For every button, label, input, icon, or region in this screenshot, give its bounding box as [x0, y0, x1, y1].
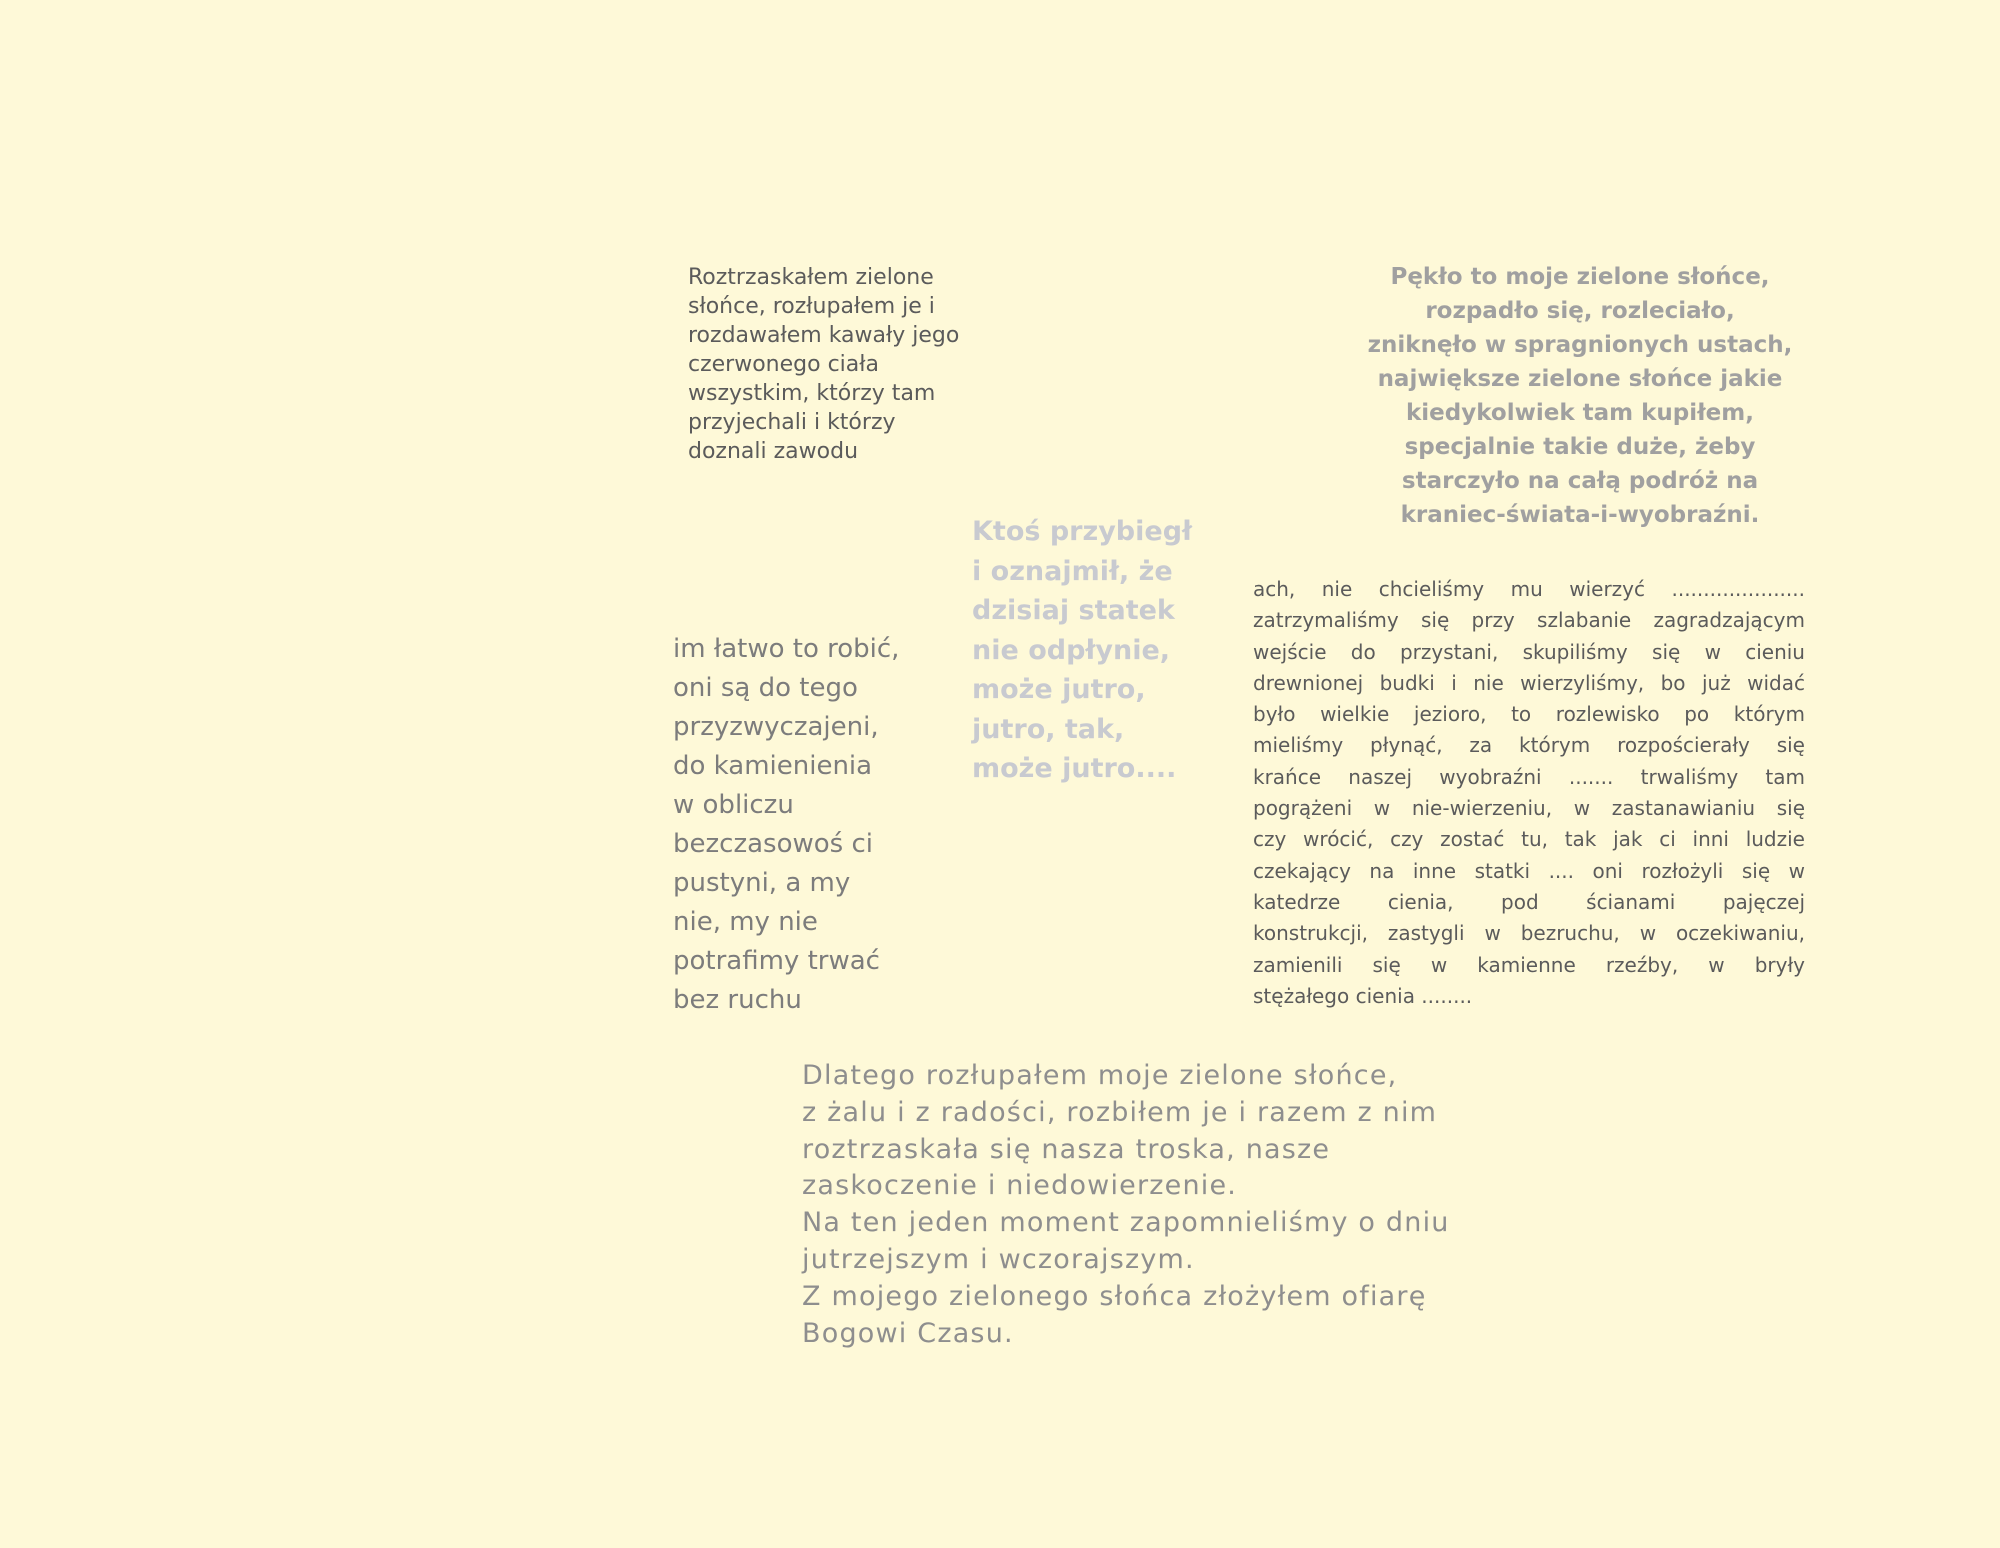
text-line: rozpadło się, rozleciało,: [1425, 298, 1735, 324]
text-line: Na ten jeden moment zapomnieliśmy o dniu: [802, 1207, 1450, 1239]
paragraph-disbelief: [1253, 574, 1805, 1012]
text-line: im łatwo to robić,: [673, 634, 900, 664]
text-line: rozdawałem kawały jego: [688, 323, 960, 348]
text-line: czy wrócić, czy zostać tu, tak jak ci inni ludzie: [1253, 827, 1805, 852]
text-line: krańce naszej wyobraźni ....... trwaliśmy tam: [1253, 764, 1805, 789]
text-line: zatrzymaliśmy się przy szlabanie zagradzającym: [1253, 608, 1805, 633]
text-line: czekający na inne statki .... oni rozłożyli się w: [1253, 858, 1805, 883]
text-line: Pękło to moje zielone słońce,: [1390, 264, 1770, 290]
text-line: bezczasowoś ci: [673, 829, 873, 859]
text-line: mieliśmy płynąć, za którym rozpościerały się: [1253, 733, 1805, 758]
text-line: bez ruchu: [673, 985, 802, 1015]
text-line: dzisiaj statek: [972, 595, 1175, 626]
text-line: stężałego cienia ........: [1253, 983, 1473, 1008]
text-line: konstrukcji, zastygli w bezruchu, w oczekiwaniu,: [1253, 921, 1805, 946]
text-line: czerwonego ciała: [688, 352, 879, 377]
text-line: wejście do przystani, skupiliśmy się w cieniu: [1253, 639, 1805, 664]
text-line: wszystkim, którzy tam: [688, 381, 936, 406]
text-line: do kamienienia: [673, 751, 873, 781]
text-line: Z mojego zielonego słońca złożyłem ofiarę: [802, 1280, 1427, 1312]
text-line: Ktoś przybiegł: [972, 516, 1193, 547]
text-line: przyzwyczajeni,: [673, 712, 879, 742]
text-line: zaskoczenie i niedowierzenie.: [802, 1170, 1238, 1202]
text-line: i oznajmił, że: [972, 555, 1173, 587]
text-line: oni są do tego: [673, 673, 858, 703]
text-line: może jutro,: [972, 674, 1146, 705]
text-line: katedrze cienia, pod ścianami pajęczej: [1253, 889, 1805, 914]
text-line: może jutro....: [972, 753, 1177, 784]
text-line: słońce, rozłupałem je i: [688, 294, 935, 319]
text-line: Bogowi Czasu.: [802, 1317, 1014, 1349]
paragraph-therefore: [802, 1058, 1450, 1352]
text-line: było wielkie jezioro, to rozlewisko po którym: [1253, 702, 1805, 727]
text-line: drewnionej budki i nie wierzyliśmy, bo już widać: [1253, 670, 1805, 695]
text-line: z żalu i z radości, rozbiłem je i razem z nim: [802, 1096, 1438, 1128]
text-line: przyjechali i którzy: [688, 410, 896, 435]
text-line: Dlatego rozłupałem moje zielone słońce,: [802, 1060, 1398, 1091]
text-line: nie odpłynie,: [972, 634, 1171, 666]
text-line: potrafimy trwać: [673, 946, 880, 976]
text-line: zniknęło w spragnionych ustach,: [1367, 332, 1793, 358]
text-line: jutrzejszym i wczorajszym.: [802, 1243, 1195, 1275]
paragraph-someone-came: [972, 512, 1192, 789]
text-line: w obliczu: [673, 790, 794, 820]
text-line: Roztrzaskałem zielone: [688, 265, 934, 290]
text-line: roztrzaskała się nasza troska, nasze: [802, 1133, 1331, 1165]
text-line: doznali zawodu: [688, 439, 859, 464]
text-line: zamienili się w kamienne rzeźby, w bryły: [1253, 952, 1805, 977]
text-line: starczyło na całą podróż na: [1401, 468, 1759, 494]
text-line: jutro, tak,: [972, 713, 1125, 745]
paragraph-smashed-sun: [688, 263, 959, 466]
text-line: specjalnie takie duże, żeby: [1404, 434, 1756, 460]
text-line: ach, nie chcieliśmy mu wierzyć .....................: [1253, 577, 1805, 601]
text-line: pustyni, a my: [673, 868, 851, 898]
text-line: największe zielone słońce jakie: [1377, 366, 1783, 392]
paragraph-easy-for-them: [673, 630, 899, 1020]
text-line: nie, my nie: [673, 907, 818, 937]
text-line: kiedykolwiek tam kupiłem,: [1406, 400, 1754, 426]
paragraph-sun-burst: [1300, 260, 1860, 532]
text-line: kraniec-świata-i-wyobraźni.: [1400, 502, 1760, 528]
text-line: pogrążeni w nie-wierzeniu, w zastanawianiu się: [1253, 796, 1805, 821]
